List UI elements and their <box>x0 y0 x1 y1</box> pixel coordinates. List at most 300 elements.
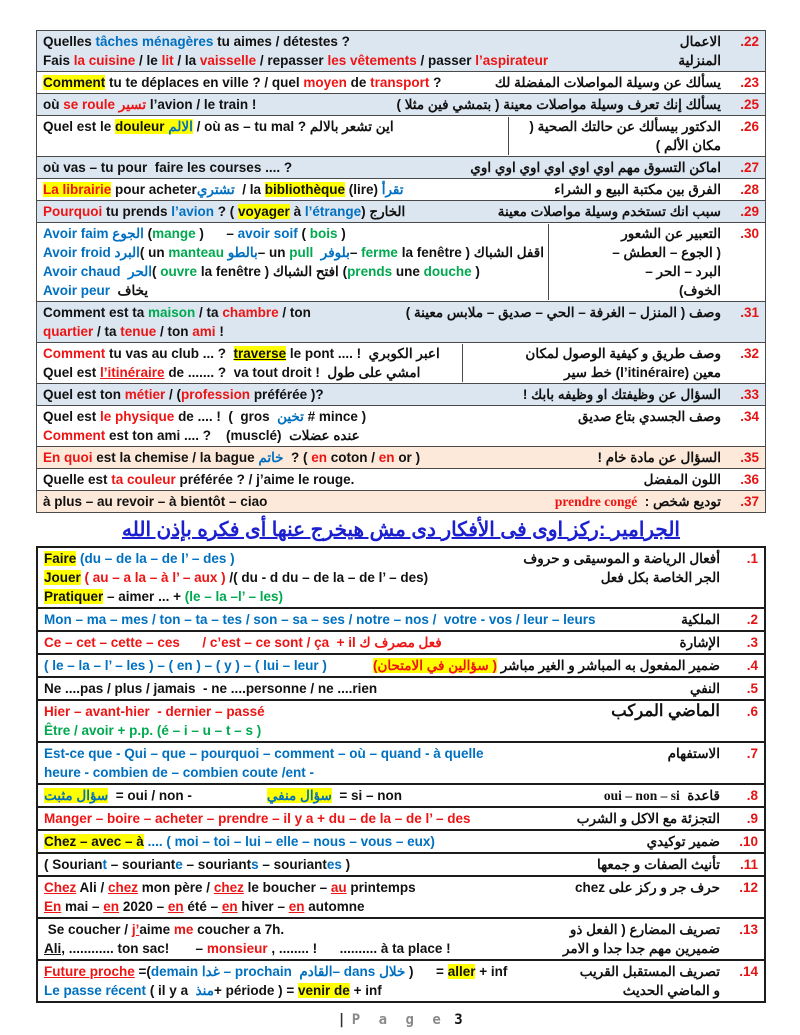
text-segment: prends <box>347 264 393 279</box>
text-segment: en <box>103 899 120 914</box>
table-row <box>38 678 764 701</box>
table-row <box>38 919 764 961</box>
table-row <box>37 447 765 469</box>
row-number: 36. <box>740 472 759 487</box>
text-segment: chez <box>108 880 139 895</box>
text-segment: امشي على طول <box>327 365 421 380</box>
text-segment: préférée )? <box>250 387 324 402</box>
text-line <box>44 568 513 587</box>
text-segment: اللون المفضل <box>643 472 721 487</box>
row-number: 35. <box>740 450 759 465</box>
text-segment: profession <box>181 387 251 402</box>
row-number: 33. <box>740 387 759 402</box>
text-segment: الاستفهام <box>667 746 720 761</box>
french-cell <box>42 702 603 740</box>
row-number: 34. <box>740 409 759 424</box>
text-line <box>44 679 680 698</box>
text-segment: le pont .... ! <box>286 346 369 361</box>
text-segment: ) – <box>195 226 238 241</box>
arabic-cell <box>490 202 723 221</box>
french-cell <box>41 448 589 467</box>
text-line <box>555 243 721 262</box>
text-segment: me <box>173 922 194 937</box>
text-segment: / passer <box>420 53 476 68</box>
text-segment: manteau <box>168 245 228 260</box>
text-line <box>43 470 634 489</box>
arabic-cell <box>570 407 723 426</box>
text-line <box>647 832 720 851</box>
text-segment: aller <box>447 964 476 979</box>
text-segment: ( سؤالين في الامتحان) <box>373 658 497 673</box>
text-segment: ) <box>341 857 351 872</box>
table-row <box>37 384 765 406</box>
text-segment: Quel est <box>43 409 101 424</box>
text-segment: douleur <box>115 119 169 134</box>
arabic-cell <box>515 385 723 404</box>
text-segment: ) <box>337 226 346 241</box>
text-line <box>396 95 721 114</box>
text-line <box>555 492 721 511</box>
text-segment: ضميرين مهم جدا جدا و الامر <box>562 941 720 956</box>
arabic-cell <box>603 702 722 721</box>
text-segment: Avoir froid <box>43 245 115 260</box>
text-segment: Faire <box>44 551 77 566</box>
text-segment: Ne ....pas / plus / jamais - ne ....personne / ne ....rien <box>44 681 378 696</box>
table-row <box>37 302 765 343</box>
text-segment: الحر <box>128 264 153 279</box>
text-segment: ) <box>471 264 480 279</box>
text-line <box>44 721 601 740</box>
row-number: 9. <box>746 811 758 826</box>
text-line <box>43 243 546 262</box>
text-segment: ? ( <box>283 450 312 465</box>
text-segment: en <box>378 450 395 465</box>
arabic-cell <box>672 633 722 652</box>
text-segment: – souriant <box>107 857 176 872</box>
text-segment: سبب انك تستخدم وسيلة مواصلات معينة <box>497 204 721 219</box>
text-segment: heure - combien de – combien coute /ent - <box>44 765 315 780</box>
text-line <box>44 656 363 675</box>
text-segment: s <box>251 857 259 872</box>
french-cell <box>41 385 515 404</box>
text-segment: بلوفر <box>313 245 350 260</box>
questions-table <box>36 30 766 513</box>
text-segment: تصريف المضارع ( الفعل ذو <box>569 922 720 937</box>
text-segment: سؤال مثبت <box>44 788 109 803</box>
text-segment: معين (l’itinéraire) خط سير <box>564 365 721 380</box>
text-segment: Est-ce que - Qui – que – pourquoi – comment – où – quand - à quelle <box>44 746 484 761</box>
row-number: 12. <box>739 880 758 895</box>
text-segment: الخوف) <box>678 283 721 298</box>
text-line <box>580 962 720 981</box>
text-line <box>44 832 637 851</box>
row-number: 26. <box>740 119 759 134</box>
text-segment: hiver – <box>237 899 289 914</box>
text-segment: en <box>311 450 328 465</box>
arabic-cell <box>508 117 723 155</box>
text-line <box>44 855 587 874</box>
text-segment: / ta <box>195 305 223 320</box>
text-segment: pull <box>289 245 314 260</box>
text-segment: quartier <box>43 324 94 339</box>
text-segment: Avoir peur <box>43 283 118 298</box>
french-cell <box>41 158 462 177</box>
text-segment: l’aspirateur <box>475 53 549 68</box>
text-segment: chez <box>213 880 244 895</box>
text-line <box>44 920 553 939</box>
row-number: 8. <box>746 788 758 803</box>
arabic-cell <box>548 224 723 300</box>
french-cell <box>42 656 365 675</box>
text-line <box>555 262 721 281</box>
text-segment: = si – non <box>331 788 403 803</box>
text-line <box>44 549 513 568</box>
text-segment: السؤال عن وظيفتك او وظيفه بابك ! <box>522 387 721 402</box>
text-segment: Quel est ton <box>43 387 125 402</box>
french-cell <box>42 549 515 606</box>
row-number: 25. <box>740 97 759 112</box>
text-segment: اقفل الشباك <box>473 245 544 260</box>
text-segment: été – <box>183 899 222 914</box>
text-segment: – aimer ... + <box>103 589 185 604</box>
footer-page-label: P a g e <box>351 1012 446 1028</box>
text-segment: la fenêtre ) <box>397 245 474 260</box>
text-line <box>44 981 570 1000</box>
text-segment: بالطو <box>227 245 258 260</box>
text-segment: est la chemise / la bague <box>92 450 259 465</box>
text-segment: الدكتور بيسألك عن حالتك الصحية ( مكان الألم ) <box>525 119 721 153</box>
arabic-cell <box>639 832 722 851</box>
text-segment: tu aimes / détestes ? <box>217 34 350 49</box>
french-cell <box>41 95 388 114</box>
text-line <box>577 809 720 828</box>
footer-page-number: 3 <box>454 1012 463 1028</box>
text-segment: l’étrange <box>304 204 362 219</box>
text-segment: سؤال منفي <box>266 788 332 803</box>
text-segment: Manger – boire – acheter – prendre – il y a + du – de la – de l’ – des <box>44 811 471 826</box>
text-segment: (lire) <box>344 182 382 197</box>
text-segment: يخاف <box>117 283 149 298</box>
text-line <box>43 363 460 382</box>
text-segment: ضمير توكيدي <box>646 834 720 849</box>
arabic-cell <box>555 920 722 958</box>
text-segment: وصف الجسدي بتاع صديق <box>577 409 721 424</box>
french-cell <box>41 202 490 221</box>
text-segment: / repasser <box>259 53 328 68</box>
table-row <box>38 655 764 678</box>
text-segment: est ton ami .... ? (musclé) <box>105 428 290 443</box>
text-line <box>43 51 668 70</box>
arabic-cell <box>515 549 722 587</box>
table-row <box>38 785 764 808</box>
text-segment: Quel est <box>43 365 101 380</box>
text-segment: pour acheter <box>111 182 197 197</box>
text-segment: تصريف المستقبل القريب <box>579 964 720 979</box>
text-line <box>555 281 721 300</box>
text-segment: traverse <box>233 346 287 361</box>
text-line <box>604 786 720 805</box>
text-line <box>44 702 601 721</box>
text-line <box>43 202 488 221</box>
text-line <box>469 344 721 363</box>
text-segment: Pratiquer <box>44 589 104 604</box>
french-cell <box>42 855 589 874</box>
text-segment: ! <box>215 324 224 339</box>
text-segment: وصف طريق و كيفية الوصول لمكان <box>525 346 721 361</box>
text-segment: الالم <box>168 119 193 134</box>
text-segment: تسير <box>118 97 147 112</box>
text-segment: – <box>349 245 362 260</box>
text-line <box>611 702 720 721</box>
row-number: 37. <box>740 494 759 509</box>
arabic-cell <box>365 656 722 675</box>
text-segment: # mince ) <box>303 409 367 424</box>
text-line <box>43 117 506 136</box>
text-segment: Comment <box>43 346 106 361</box>
text-segment: ( il y a <box>146 983 196 998</box>
text-segment: Avoir faim <box>43 226 113 241</box>
text-segment: demain غدا – prochain القادم– dans خلال <box>150 964 406 979</box>
arabic-cell <box>682 679 722 698</box>
text-line <box>580 981 720 1000</box>
text-line <box>43 262 546 281</box>
row-number: 5. <box>746 681 758 696</box>
text-segment: le physique <box>100 409 175 424</box>
text-segment: ) <box>361 204 370 219</box>
text-segment: la cuisine <box>73 53 140 68</box>
row-number: 23. <box>740 75 759 90</box>
text-line <box>563 920 720 939</box>
text-segment: douche <box>423 264 472 279</box>
text-line <box>575 878 720 897</box>
text-segment: tu prends <box>102 204 172 219</box>
text-segment: tenue <box>120 324 157 339</box>
text-segment: les vêtements <box>327 53 421 68</box>
text-segment: ضمير المفعول به المباشر و الغير مباشر <box>496 658 720 673</box>
text-segment: ( الجوع – العطش – <box>612 245 721 260</box>
table-row <box>37 201 765 223</box>
text-segment: ( <box>338 264 348 279</box>
text-segment: الاعمال <box>679 34 721 49</box>
table-row <box>38 609 764 632</box>
french-cell <box>41 344 462 382</box>
french-cell <box>42 920 555 958</box>
text-segment: à <box>289 204 305 219</box>
text-segment: فعل مصرف ك <box>359 635 442 650</box>
text-segment: préférée ? / j’aime le rouge. <box>175 472 355 487</box>
text-segment: الجوع <box>112 226 144 241</box>
text-segment: 2020 – <box>119 899 168 914</box>
text-segment: Ce – cet – cette – ces / c’est – ce sont / ça + il <box>44 635 360 650</box>
text-line <box>44 786 594 805</box>
text-segment: وصف ( المنزل – الغرفة – الحي – صديق – ملابس معينة ) <box>405 305 721 320</box>
text-segment: ( <box>152 264 161 279</box>
text-segment: ( le – la – l’ – les ) – ( en ) – ( y ) – ( lui – leur ) <box>44 658 327 673</box>
table-row <box>38 877 764 919</box>
text-segment: tu te déplaces en ville ? / quel <box>105 75 304 90</box>
text-segment: حرف جر و ركز على chez <box>574 880 720 895</box>
french-cell <box>41 303 398 341</box>
text-segment: coucher a 7h. <box>193 922 285 937</box>
arabic-cell <box>596 786 722 805</box>
table-row <box>37 343 765 384</box>
text-segment: / ton <box>278 305 311 320</box>
text-segment: transport <box>370 75 430 90</box>
text-segment: vaisselle <box>199 53 260 68</box>
text-line <box>44 897 565 916</box>
arabic-cell <box>546 180 723 199</box>
text-line <box>43 344 460 363</box>
text-segment: ( un <box>139 245 169 260</box>
text-line <box>644 470 721 489</box>
text-segment: en <box>221 899 238 914</box>
text-line <box>563 939 720 958</box>
text-segment: où <box>43 97 64 112</box>
text-segment: de ....... ? va tout droit ! <box>164 365 328 380</box>
text-line <box>555 224 721 243</box>
text-line <box>43 303 396 322</box>
text-line <box>44 633 670 652</box>
text-segment: moyen <box>303 75 347 90</box>
text-line <box>43 426 568 445</box>
text-segment: l’avion <box>171 204 215 219</box>
text-line <box>44 939 553 958</box>
text-line <box>44 763 658 782</box>
text-segment: Le passe récent <box>44 983 147 998</box>
french-cell <box>42 832 639 851</box>
text-segment: يسألك إنك تعرف وسيلة مواصلات معينة ( بتمشي فين مثلا ) <box>396 97 721 112</box>
row-number: 32. <box>740 346 759 361</box>
text-line <box>678 32 721 51</box>
french-cell <box>41 73 487 92</box>
text-line <box>43 407 568 426</box>
arabic-cell <box>589 855 722 874</box>
text-line <box>43 385 513 404</box>
arabic-cell <box>572 962 722 1000</box>
text-segment: ( Sourian <box>44 857 103 872</box>
table-row <box>37 469 765 491</box>
row-number: 30. <box>740 226 759 241</box>
text-segment: النفي <box>689 681 720 696</box>
text-line <box>44 962 570 981</box>
text-segment: or ) <box>394 450 421 465</box>
text-segment: /( du - d du – de la – de l’ – des) <box>229 570 429 585</box>
text-line <box>469 363 721 382</box>
text-line <box>44 878 565 897</box>
text-segment: + inf <box>349 983 382 998</box>
text-line <box>373 656 720 675</box>
text-segment: افتح الشباك <box>272 264 339 279</box>
text-segment: , ........ ! .......... à ta place ! <box>267 941 451 956</box>
text-segment: le boucher – <box>243 880 331 895</box>
text-line <box>680 633 720 652</box>
text-segment: ta couleur <box>111 472 176 487</box>
text-segment: l’itinéraire <box>100 365 165 380</box>
page-footer <box>0 1012 800 1028</box>
text-segment: التجزئة مع الاكل و الشرب <box>576 811 720 826</box>
text-segment: الإشارة <box>679 635 720 650</box>
text-segment: j’ <box>131 922 140 937</box>
table-row <box>37 157 765 179</box>
french-cell <box>42 610 673 629</box>
text-segment: البرد <box>114 245 140 260</box>
french-cell <box>41 492 547 511</box>
text-line <box>554 180 721 199</box>
row-number: 28. <box>740 182 759 197</box>
text-segment: قاعدة <box>679 788 720 803</box>
text-line <box>44 744 658 763</box>
text-segment: الملكية <box>681 612 720 627</box>
text-segment: توديع شخص : <box>637 494 721 509</box>
text-segment: Être / avoir + p.p. (é – i – u – t – s ) <box>44 723 262 738</box>
row-number: 29. <box>740 204 759 219</box>
text-segment: و الماضي الحديث <box>622 983 720 998</box>
text-segment: / où as – tu mal ? <box>192 119 310 134</box>
french-cell <box>41 32 670 70</box>
text-segment: / ( <box>165 387 182 402</box>
text-segment: voyager <box>238 204 290 219</box>
text-segment: Chez <box>44 880 77 895</box>
text-segment: tu vas au club ... ? <box>105 346 234 361</box>
text-segment: ferme <box>361 245 398 260</box>
text-segment: au <box>330 880 347 895</box>
arabic-cell <box>636 470 723 489</box>
text-segment: Comment est ta <box>43 305 149 320</box>
text-segment: – souriant <box>182 857 252 872</box>
text-segment: – souriant <box>258 857 327 872</box>
text-segment: Ali / <box>76 880 109 895</box>
text-segment: عنده عضلات <box>289 428 360 443</box>
text-segment: Quel est le <box>43 119 116 134</box>
arabic-cell <box>462 344 723 382</box>
text-segment: خاتم <box>258 450 284 465</box>
text-segment: اين تشعر بالالم <box>309 119 394 134</box>
text-segment: يسألك عن وسيلة المواصلات المفضلة لك <box>494 75 721 90</box>
text-segment: mon père / <box>138 880 214 895</box>
table-row <box>37 179 765 201</box>
text-segment: ............ ton sac! – <box>65 941 207 956</box>
text-segment: à plus – au revoir – à bientôt – ciao <box>43 494 268 509</box>
text-line <box>406 303 721 322</box>
text-segment: الجر الخاصة بكل فعل <box>600 570 720 585</box>
arabic-cell <box>673 610 722 629</box>
text-segment: oui – non – si <box>603 788 680 803</box>
text-segment: Quelles <box>43 34 96 49</box>
text-segment: .... ( moi – toi – lui – elle – nous – vous – eux) <box>143 834 435 849</box>
arabic-cell <box>567 878 722 897</box>
text-segment: (du – de la – de l’ – des ) <box>76 551 235 566</box>
table-row <box>37 116 765 157</box>
text-segment: / ta <box>93 324 121 339</box>
text-segment: l’avion / le train ! <box>146 97 257 112</box>
table-row <box>37 491 765 513</box>
text-segment: lit <box>161 53 178 68</box>
text-segment: bois <box>309 226 338 241</box>
text-line <box>523 549 720 568</box>
french-cell <box>41 117 508 136</box>
french-cell <box>42 744 660 782</box>
text-segment: + période ) = <box>214 983 299 998</box>
text-segment: métier <box>124 387 166 402</box>
text-segment: / la <box>234 182 265 197</box>
text-line <box>681 610 720 629</box>
text-segment: maison <box>148 305 196 320</box>
text-segment: / le <box>139 53 162 68</box>
table-row <box>38 632 764 655</box>
text-segment: Comment <box>43 428 106 443</box>
text-line <box>578 407 721 426</box>
text-segment: تشتري <box>196 182 235 197</box>
